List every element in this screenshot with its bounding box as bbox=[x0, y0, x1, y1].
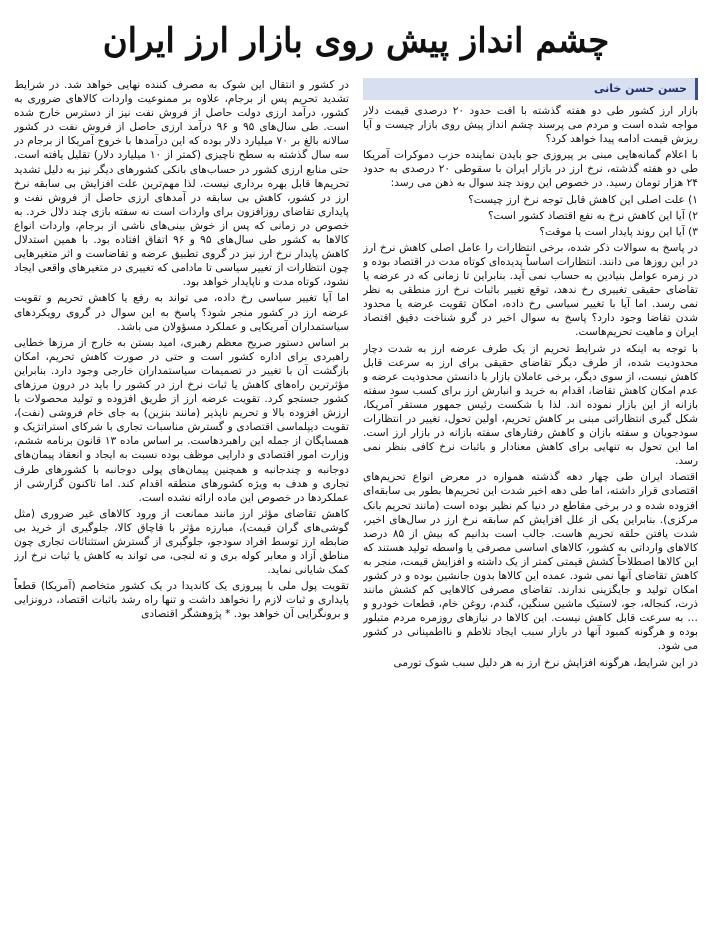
article-headline: چشم انداز پیش روی بازار ارز ایران bbox=[102, 21, 610, 61]
question-item: ۱) علت اصلی این کاهش قابل توجه نرخ ارز چیست؟ bbox=[468, 193, 698, 206]
paragraph: در این شرایط، هرگونه افزایش نرخ ارز به هر دلیل سبب شوک تورمی bbox=[393, 656, 698, 669]
paragraph: در کشور و انتقال این شوک به مصرف کننده نهایی خواهد شد. در شرایط تشدید تحریم پس از برجام، علاوه بر ممنوعیت واردات کالاهای ضروری به کشور، درآمد ارزی دولت حاصل از فروش نفت نیز از دسترس خارج شده است. طی سال‌های ۹۵ و ۹۶ درآمد ارزی حاصل از فروش نفت در کشور سالانه بالغ بر ۷۰ میلیارد دلار بوده که این درآمدها با خروج آمریکا از برجام در سه سال گذشته به سطح ناچیزی (کمتر از ۱۰ میلیارد دلار) تقلیل یافته است. حتی منابع ارزی کشور در حساب‌های بانکی کشورهای دیگر نیز به دلیل تشدید تحریم‌ها قابل بهره برداری نیست. لذا مهم‌ترین علت افزایش بی سابقه نرخ ارز در کشور، کاهش بی سابقه در آمدهای ارزی حاصل از فروش نفت و پایداری تقاضای روزافزون برای واردات است نه سفته بازی چند دلال خرد. به خصوص در زمانی که پس از خوش بینی‌های ناشی از برجام، واردات انواع کالاها به کشور طی سال‌های ۹۵ و ۹۶ اتفاق افتاده بود. با همین استدلال کاهش پایدار نرخ ارز نیز در گروی تطبیق عرضه و تقاضاست و اثر متغیرهایی چون انتظارات از تغییر سیاسی تا مادامی که تغییری در متغیرهای واقعی ایجاد نشود، کوتاه مدت و ناپایدار خواهد بود. bbox=[14, 79, 349, 289]
paragraph bbox=[14, 579, 349, 621]
paragraph: بازار ارز کشور طی دو هفته گذشته با افت حدود ۲۰ درصدی قیمت دلار مواجه شده است و مردم می پرسند چشم انداز پیش روی بازار چیست و آیا ریزش قیمت ادامه پیدا خواهد کرد؟ bbox=[363, 105, 698, 146]
paragraph: با توجه به اینکه در شرایط تحریم از یک طرف عرضه ارز به شدت دچار محدودیت شده، از طرف دیگر تقاضای حقیقی برای ارز به سرعت قابل کاهش نیست، از سوی دیگر، برخی عاملان بازار با دانستن محدودیت عرضه و عدم امکان کاهش تقاضا، اقدام به خرید و انبارش ارز برای کسب سود سفته بازانه از این بازار نموده اند. لذا با شکست رئیس جمهور مستقر آمریکا، شکل گیری انتظاراتی مبنی بر کاهش تحریم، اولین تحول، تغییر در انتظارات سودجویان و سفته بازان و کاهش رفتارهای سفته بازانه در بازار ارز است. اما این تحول به تنهایی برای کاهش معنادار و باثبات نرخ کافی بنظر نمی رسد. bbox=[363, 342, 698, 468]
paragraph: با اعلام گمانه‌هایی مبنی بر پیروزی جو بایدن نماینده حزب دموکرات آمریکا طی دو هفته گذشته، نرخ ارز در بازار ایران با سقوطی ۲۰ درصدی به حدود ۲۴ هزار تومان رسید. در خصوص این روند چند سوال به ذهن می رسد: bbox=[363, 149, 698, 190]
left-column bbox=[14, 78, 349, 940]
question-item: ۲) آیا این کاهش نرخ به نفع اقتصاد کشور است؟ bbox=[487, 209, 698, 222]
closing-paragraph: تقویت پول ملی با پیروزی یک کاندیدا در یک کشور متخاصم (آمریکا) قطعاً پایداری و ثبات لازم را نخواهد داشت و تنها راه رشد باثبات اقتصاد، درونزایی و برونگرایی آن خواهد بود. bbox=[14, 580, 349, 621]
author-byline: حسن حسن خانی bbox=[363, 78, 698, 100]
question-item: ۳) آیا این روند پایدار است یا موقت؟ bbox=[539, 225, 698, 238]
paragraph: اما آیا تغییر سیاسی رخ داده، می تواند به رفع یا کاهش تحریم و تقویت عرضه ارز در کشور منجر شود؟ پاسخ به این سوال در گروی رویکردهای سیاستمداران آمریکایی و عملکرد مسؤولان می باشد. bbox=[14, 292, 349, 333]
author-signature: * پژوهشگر اقتصادی bbox=[141, 608, 231, 621]
paragraph: بر اساس دستور صریح معظم رهبری، امید بستن به خارج از مرزها خطایی راهبردی برای اداره کشور است و حتی در صورت کاهش تحریم، امکان بازگشت آن با تغییر در تصمیمات سیاستمداران خارجی وجود دارد. بنابراین مؤثرترین راه‌های کاهش یا ثبات نرخ ارز در کشور را باید در درون مرزهای کشور جستجو کرد. تقویت عرضه ارز از طریق افزوده و تولید محصولات با ارزش افزوده بالا و تحریم ناپذیر (مانند بنزین) به جای خام فروشی (نفت)، تقویت دیپلماسی اقتصادی و گسترش مناسبات تجاری با شرکای استراتژیک و همسایگان از جمله این راهبردهاست. بر اساس ماده ۱۳ قانون برنامه ششم، وزارت امور اقتصادی و دارایی موظف بوده نسبت به ایجاد و انعقاد پیمان‌های دوجانبه و چندجانبه و همچنین پیمان‌های پولی دوجانبه با کشورهای طرف تجاری و هدف به ویژه کشورهای منطقه اقدام کند. اما تاکنون گزارشی از عملکردها در خصوص این ماده ارائه نشده است. bbox=[14, 336, 349, 504]
paragraph: در پاسخ به سوالات ذکر شده، برخی انتظارات را عامل اصلی کاهش نرخ ارز در این روزها می دانند. انتظارات اساساً پدیده‌ای کوتاه مدت در اقتصاد بوده و در زمره عوامل بنیادین به حساب نمی آید. بنابراین تا زمانی که در عرضه یا تقاضای حقیقی تغییری رخ ندهد، توقع تغییر باثبات نرخ ارز منطقی به نظر نمی رسد. اما آیا با تغییر سیاسی رخ داده، امکان تقویت عرضه یا محدود شدن تقاضا وجود دارد؟ پاسخ به سوال اخیر در گرو شناخت دقیق اقتصاد ایران و ماهیت تحریم‌هاست. bbox=[363, 241, 698, 339]
right-column bbox=[363, 78, 698, 940]
paragraph: اقتصاد ایران طی چهار دهه گذشته همواره در معرض انواع تحریم‌های اقتصادی قرار داشته، اما طی دهه اخیر شدت این تحریم‌ها بطور بی سابقه‌ای افزوده شده و در برخی مقاطع در دنیا کم نظیر بوده است (مانند تحریم بانک مرکزی). بنابراین یکی از علل افزایش کم سابقه نرخ ارز در سال‌های اخیر، شدت یافتن حلقه تحریم هاست. جالب است بدانیم که بیش از ۸۵ درصد کالاهای وارداتی به کشور، کالاهای اساسی مصرفی یا واسطه تولید هستند که این کالاها اصطلاحاً کشش قیمتی کمتر از یک داشته و افزایش قیمت، منجر به کاهش تقاضای آنها نمی شود. عمده این کالاها بدون جانشین بوده و در کشور امکان تولید و جایگزینی ندارند. تقاضای مصرفی کالاهایی کم کشش مانند ذرت، کنجاله، جو، لاستیک ماشین سنگین، گندم، روغن خام، قطعات خودرو و … به سرعت قابل کاهش نیست. این کالاها در نیازهای روزمره مردم متبلور بوده و هرگونه کمبود آنها در بازار سبب ایجاد تلاطم و نااطمینانی در کشور می شود. bbox=[363, 471, 698, 653]
article-columns bbox=[14, 78, 698, 940]
paragraph: کاهش تقاضای مؤثر ارز مانند ممانعت از ورود کالاهای غیر ضروری (مثل گوشی‌های گران قیمت)، مبارزه مؤثر با قاچاق کالا، جلوگیری از خرید بی ضابطه ارز توسط افراد سودجو، جلوگیری از گسترش استثنائات تجاری چون مناطق آزاد و معابر کوله بری و ته لنجی، می تواند به کاهش یا ثبات نرخ ارز کمک شایانی نماید. bbox=[14, 507, 349, 577]
